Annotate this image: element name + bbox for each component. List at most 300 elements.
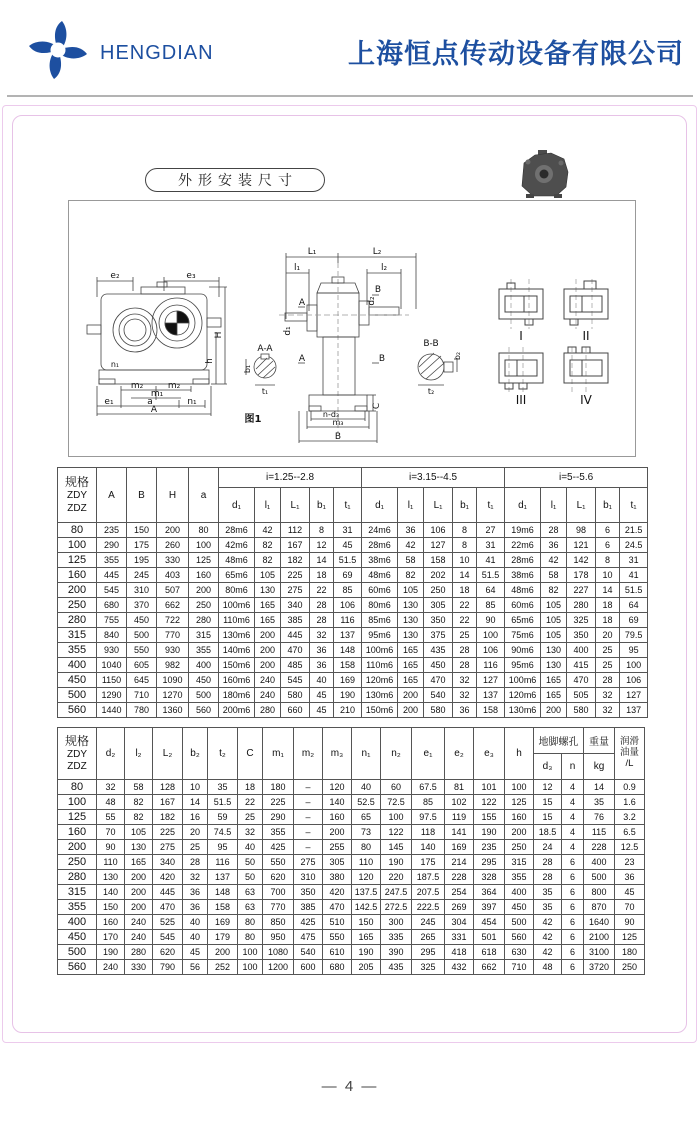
- value-cell: 8: [453, 538, 477, 553]
- value-cell: 485: [281, 658, 310, 673]
- dim-label: b₂: [453, 351, 462, 361]
- ratio-group-header: i=1.25--2.8: [219, 468, 362, 488]
- value-cell: 110m6: [362, 658, 398, 673]
- value-cell: 2100: [584, 930, 615, 945]
- value-cell: 710: [127, 688, 157, 703]
- figure-caption: 图1: [244, 414, 262, 425]
- dim-label: B: [334, 432, 342, 442]
- dim-label: L₂: [372, 247, 382, 257]
- value-cell: 130: [541, 658, 567, 673]
- table-row: [58, 598, 648, 613]
- value-cell: 64: [620, 598, 648, 613]
- value-cell: 470: [567, 673, 596, 688]
- value-cell: 545: [153, 930, 183, 945]
- dim-label: C: [372, 402, 382, 410]
- value-cell: 3720: [584, 960, 615, 975]
- dim-label: H: [214, 331, 224, 339]
- value-cell: 125: [615, 930, 645, 945]
- dim-label: e₃: [186, 271, 196, 281]
- spec-cell: 355: [58, 643, 97, 658]
- side-view: [279, 253, 416, 443]
- value-cell: 580: [424, 703, 453, 718]
- value-cell: 1090: [157, 673, 189, 688]
- value-cell: 930: [97, 643, 127, 658]
- value-cell: 142.5: [352, 900, 381, 915]
- col-header: n₂: [381, 728, 412, 780]
- value-cell: 507: [157, 583, 189, 598]
- value-cell: 105: [541, 628, 567, 643]
- value-cell: 140m6: [219, 643, 255, 658]
- value-cell: 24: [534, 840, 562, 855]
- value-cell: 295: [474, 855, 505, 870]
- value-cell: 6: [562, 900, 584, 915]
- value-cell: 137: [477, 688, 505, 703]
- value-cell: 31: [620, 553, 648, 568]
- value-cell: 205: [352, 960, 381, 975]
- value-cell: 112: [281, 523, 310, 538]
- value-cell: 51.5: [208, 795, 238, 810]
- section-bb-label: B-B: [423, 339, 439, 349]
- dim-label: A: [298, 354, 306, 364]
- value-cell: 250: [189, 598, 219, 613]
- value-cell: 470: [323, 900, 352, 915]
- value-cell: 4: [562, 780, 584, 795]
- value-cell: 680: [97, 598, 127, 613]
- table-row: [58, 658, 648, 673]
- col-header: t₂: [208, 728, 238, 780]
- value-cell: 328: [474, 870, 505, 885]
- value-cell: 870: [584, 900, 615, 915]
- value-cell: 255: [323, 840, 352, 855]
- value-cell: 14: [183, 795, 208, 810]
- value-cell: 82: [125, 795, 153, 810]
- value-cell: 75m6: [505, 628, 541, 643]
- value-cell: 90: [615, 915, 645, 930]
- shaft-dimension-table: [57, 467, 648, 718]
- value-cell: 40: [183, 930, 208, 945]
- value-cell: 110m6: [219, 613, 255, 628]
- section-bb: [418, 353, 457, 385]
- value-cell: 290: [263, 810, 294, 825]
- spec-cell: 250: [58, 598, 97, 613]
- value-cell: 200: [398, 703, 424, 718]
- spec-cell: 160: [58, 568, 97, 583]
- value-cell: 545: [97, 583, 127, 598]
- value-cell: 105: [541, 613, 567, 628]
- value-cell: 0.9: [615, 780, 645, 795]
- dim-label: m₃: [332, 418, 344, 427]
- col-header: t₁: [334, 488, 362, 523]
- spec-cell: 450: [58, 930, 97, 945]
- value-cell: 58: [541, 568, 567, 583]
- value-cell: 80m6: [219, 583, 255, 598]
- value-cell: 560: [189, 703, 219, 718]
- value-cell: 85: [334, 583, 362, 598]
- col-header: C: [238, 728, 263, 780]
- col-header: t₁: [620, 488, 648, 523]
- value-cell: 470: [424, 673, 453, 688]
- value-cell: 190: [334, 688, 362, 703]
- value-cell: 142: [567, 553, 596, 568]
- value-cell: 116: [334, 613, 362, 628]
- col-header: e₁: [412, 728, 445, 780]
- value-cell: 100m6: [362, 643, 398, 658]
- value-cell: 501: [474, 930, 505, 945]
- value-cell: 500: [584, 870, 615, 885]
- value-cell: 400: [584, 855, 615, 870]
- value-cell: 310: [127, 583, 157, 598]
- spec-cell: 400: [58, 658, 97, 673]
- value-cell: 220: [381, 870, 412, 885]
- dim-label: B: [378, 354, 386, 364]
- value-cell: 200: [189, 583, 219, 598]
- value-cell: 180m6: [219, 688, 255, 703]
- value-cell: 290: [97, 538, 127, 553]
- value-cell: 160: [323, 810, 352, 825]
- section-aa-label: A-A: [257, 344, 273, 354]
- value-cell: 167: [281, 538, 310, 553]
- value-cell: 100: [477, 628, 505, 643]
- dim-label: m₂: [130, 381, 144, 391]
- value-cell: –: [294, 825, 323, 840]
- value-cell: 269: [445, 900, 474, 915]
- value-cell: 100m6: [219, 598, 255, 613]
- value-cell: 235: [474, 840, 505, 855]
- value-cell: 540: [424, 688, 453, 703]
- spec-cell: 200: [58, 583, 97, 598]
- value-cell: 32: [596, 703, 620, 718]
- table-row: [58, 628, 648, 643]
- value-cell: 25: [596, 643, 620, 658]
- value-cell: 200: [208, 945, 238, 960]
- value-cell: 45: [334, 538, 362, 553]
- value-cell: 130: [398, 613, 424, 628]
- value-cell: 325: [567, 613, 596, 628]
- value-cell: 137: [334, 628, 362, 643]
- value-cell: 50: [238, 855, 263, 870]
- value-cell: 280: [189, 613, 219, 628]
- value-cell: 195: [127, 553, 157, 568]
- value-cell: 69: [334, 568, 362, 583]
- col-header: d₁: [362, 488, 398, 523]
- value-cell: 182: [281, 553, 310, 568]
- table-row: [58, 583, 648, 598]
- value-cell: 18: [310, 568, 334, 583]
- value-cell: 500: [127, 628, 157, 643]
- value-cell: 225: [263, 795, 294, 810]
- table-row: [58, 810, 645, 825]
- value-cell: 227: [567, 583, 596, 598]
- col-header: L₁: [567, 488, 596, 523]
- value-cell: 42: [534, 945, 562, 960]
- value-cell: 18: [453, 583, 477, 598]
- value-cell: 403: [157, 568, 189, 583]
- value-cell: 64: [477, 583, 505, 598]
- value-cell: 48: [97, 795, 125, 810]
- table-row: [58, 930, 645, 945]
- value-cell: 4: [562, 825, 584, 840]
- value-cell: 18: [238, 780, 263, 795]
- value-cell: 14: [584, 780, 615, 795]
- value-cell: 12.5: [615, 840, 645, 855]
- value-cell: 1.6: [615, 795, 645, 810]
- value-cell: 305: [323, 855, 352, 870]
- table-row: [58, 553, 648, 568]
- value-cell: 550: [127, 643, 157, 658]
- spec-cell: 200: [58, 840, 97, 855]
- value-cell: 22: [453, 613, 477, 628]
- value-cell: 250: [505, 840, 534, 855]
- value-cell: 1270: [157, 688, 189, 703]
- value-cell: 80: [238, 930, 263, 945]
- value-cell: 6: [596, 538, 620, 553]
- figure-labels: [104, 247, 592, 442]
- value-cell: 27: [477, 523, 505, 538]
- value-cell: 540: [294, 945, 323, 960]
- value-cell: 100m6: [505, 673, 541, 688]
- dim-label: A: [150, 405, 158, 415]
- value-cell: 60m6: [505, 598, 541, 613]
- value-cell: 240: [255, 673, 281, 688]
- value-cell: 22: [453, 598, 477, 613]
- value-cell: 100: [620, 658, 648, 673]
- value-cell: 80: [189, 523, 219, 538]
- value-cell: 190: [352, 945, 381, 960]
- value-cell: 105: [541, 598, 567, 613]
- value-cell: 40: [352, 780, 381, 795]
- value-cell: 331: [445, 930, 474, 945]
- col-header: h: [505, 728, 534, 780]
- oil-header: 润滑 油量 /L: [615, 728, 645, 780]
- col-header: d₂: [97, 728, 125, 780]
- value-cell: 45: [183, 945, 208, 960]
- value-cell: 90: [477, 613, 505, 628]
- col-header: l₁: [255, 488, 281, 523]
- value-cell: 28: [541, 523, 567, 538]
- value-cell: 106: [334, 598, 362, 613]
- value-cell: 6.5: [615, 825, 645, 840]
- value-cell: 930: [157, 643, 189, 658]
- value-cell: 325: [412, 960, 445, 975]
- value-cell: 182: [153, 810, 183, 825]
- value-cell: 1440: [97, 703, 127, 718]
- spec-cell: 125: [58, 810, 97, 825]
- value-cell: 165: [255, 613, 281, 628]
- value-cell: 125: [505, 795, 534, 810]
- value-cell: 630: [505, 945, 534, 960]
- value-cell: 200: [255, 643, 281, 658]
- value-cell: 310: [294, 870, 323, 885]
- value-cell: 610: [323, 945, 352, 960]
- value-cell: 755: [97, 613, 127, 628]
- value-cell: 800: [584, 885, 615, 900]
- dim-label: b₁: [243, 364, 252, 374]
- value-cell: 618: [474, 945, 505, 960]
- value-cell: 178: [567, 568, 596, 583]
- value-cell: 315: [505, 855, 534, 870]
- spec-cell: 560: [58, 960, 97, 975]
- value-cell: 3.2: [615, 810, 645, 825]
- value-cell: 6: [562, 855, 584, 870]
- value-cell: 82: [125, 810, 153, 825]
- table-row: [58, 960, 645, 975]
- value-cell: 85: [412, 795, 445, 810]
- value-cell: 6: [562, 885, 584, 900]
- spec-header: 规格 ZDY ZDZ: [58, 728, 97, 780]
- value-cell: 275: [153, 840, 183, 855]
- value-cell: 100: [505, 780, 534, 795]
- col-header: m₂: [294, 728, 323, 780]
- value-cell: 106: [477, 643, 505, 658]
- dim-label: d₂: [367, 296, 377, 306]
- value-cell: 97.5: [412, 810, 445, 825]
- value-cell: 6: [562, 945, 584, 960]
- section-title: 外形安装尺寸: [145, 168, 325, 192]
- value-cell: 76: [584, 810, 615, 825]
- value-cell: 158: [208, 900, 238, 915]
- value-cell: 165: [125, 855, 153, 870]
- value-cell: 840: [97, 628, 127, 643]
- value-cell: 722: [157, 613, 189, 628]
- value-cell: 10: [453, 553, 477, 568]
- dim-label: l₁: [293, 263, 301, 273]
- dim-label: L₁: [307, 247, 317, 257]
- col-header: d₁: [219, 488, 255, 523]
- value-cell: 645: [127, 673, 157, 688]
- value-cell: 45: [310, 688, 334, 703]
- position-label: I: [519, 329, 523, 343]
- value-cell: 375: [424, 628, 453, 643]
- value-cell: 51.5: [334, 553, 362, 568]
- col-header: H: [157, 468, 189, 523]
- value-cell: 418: [445, 945, 474, 960]
- value-cell: 106: [620, 673, 648, 688]
- value-cell: 69: [620, 613, 648, 628]
- table-row: [58, 780, 645, 795]
- col-header: e₃: [474, 728, 505, 780]
- value-cell: 105: [125, 825, 153, 840]
- spec-cell: 560: [58, 703, 97, 718]
- value-cell: 228: [445, 870, 474, 885]
- value-cell: 525: [153, 915, 183, 930]
- col-header: b₁: [596, 488, 620, 523]
- value-cell: 45: [310, 703, 334, 718]
- value-cell: 4: [562, 795, 584, 810]
- dim-label: l₂: [380, 263, 388, 273]
- col-header: d₃: [534, 754, 562, 780]
- value-cell: 55: [97, 810, 125, 825]
- col-header: b₂: [183, 728, 208, 780]
- value-cell: 165: [255, 598, 281, 613]
- value-cell: 120m6: [505, 688, 541, 703]
- spec-cell: 500: [58, 945, 97, 960]
- value-cell: 122: [474, 795, 505, 810]
- value-cell: 982: [157, 658, 189, 673]
- value-cell: 450: [127, 613, 157, 628]
- value-cell: 106: [424, 523, 453, 538]
- value-cell: 200: [255, 658, 281, 673]
- value-cell: 95: [208, 840, 238, 855]
- value-cell: 105: [255, 568, 281, 583]
- value-cell: 200m6: [219, 703, 255, 718]
- value-cell: 41: [620, 568, 648, 583]
- value-cell: 435: [424, 643, 453, 658]
- value-cell: 140: [97, 885, 125, 900]
- dim-label: n₁: [110, 360, 120, 369]
- value-cell: 67.5: [412, 780, 445, 795]
- value-cell: 247.5: [381, 885, 412, 900]
- value-cell: 95: [620, 643, 648, 658]
- value-cell: 355: [505, 870, 534, 885]
- value-cell: 240: [97, 960, 125, 975]
- table-row: [58, 613, 648, 628]
- value-cell: 950: [263, 930, 294, 945]
- dim-label: A: [298, 298, 306, 308]
- position-label: III: [515, 393, 527, 407]
- value-cell: 435: [381, 960, 412, 975]
- value-cell: 165: [541, 688, 567, 703]
- value-cell: 510: [323, 915, 352, 930]
- value-cell: 790: [153, 960, 183, 975]
- value-cell: 254: [445, 885, 474, 900]
- spec-cell: 315: [58, 628, 97, 643]
- value-cell: 115: [584, 825, 615, 840]
- value-cell: 222.5: [412, 900, 445, 915]
- value-cell: 140: [323, 795, 352, 810]
- value-cell: 660: [281, 703, 310, 718]
- position-label: IV: [580, 393, 592, 407]
- value-cell: 58: [398, 553, 424, 568]
- value-cell: 454: [474, 915, 505, 930]
- value-cell: 305: [424, 598, 453, 613]
- value-cell: 14: [453, 568, 477, 583]
- value-cell: 1200: [263, 960, 294, 975]
- value-cell: 40: [238, 840, 263, 855]
- value-cell: 130m6: [505, 703, 541, 718]
- value-cell: 50: [238, 870, 263, 885]
- value-cell: 275: [281, 583, 310, 598]
- value-cell: 370: [127, 598, 157, 613]
- value-cell: 280: [255, 703, 281, 718]
- table-row: [58, 688, 648, 703]
- value-cell: 158: [334, 658, 362, 673]
- value-cell: 48m6: [362, 568, 398, 583]
- value-cell: 80: [238, 915, 263, 930]
- value-cell: 32: [596, 688, 620, 703]
- value-cell: 19m6: [505, 523, 541, 538]
- value-cell: 137: [620, 703, 648, 718]
- value-cell: 15: [534, 810, 562, 825]
- table-row: [58, 538, 648, 553]
- value-cell: 80: [352, 840, 381, 855]
- value-cell: 35: [584, 795, 615, 810]
- value-cell: 364: [474, 885, 505, 900]
- value-cell: 32: [453, 688, 477, 703]
- spec-header: 规格 ZDY ZDZ: [58, 468, 97, 523]
- value-cell: –: [294, 840, 323, 855]
- value-cell: 200: [125, 885, 153, 900]
- value-cell: 22m6: [505, 538, 541, 553]
- table-row: [58, 825, 645, 840]
- value-cell: 550: [263, 855, 294, 870]
- value-cell: 210: [334, 703, 362, 718]
- value-cell: 1080: [263, 945, 294, 960]
- ratio-group-header: i=5--5.6: [505, 468, 648, 488]
- value-cell: 18.5: [534, 825, 562, 840]
- value-cell: 25: [238, 810, 263, 825]
- value-cell: 200: [157, 523, 189, 538]
- value-cell: 280: [125, 945, 153, 960]
